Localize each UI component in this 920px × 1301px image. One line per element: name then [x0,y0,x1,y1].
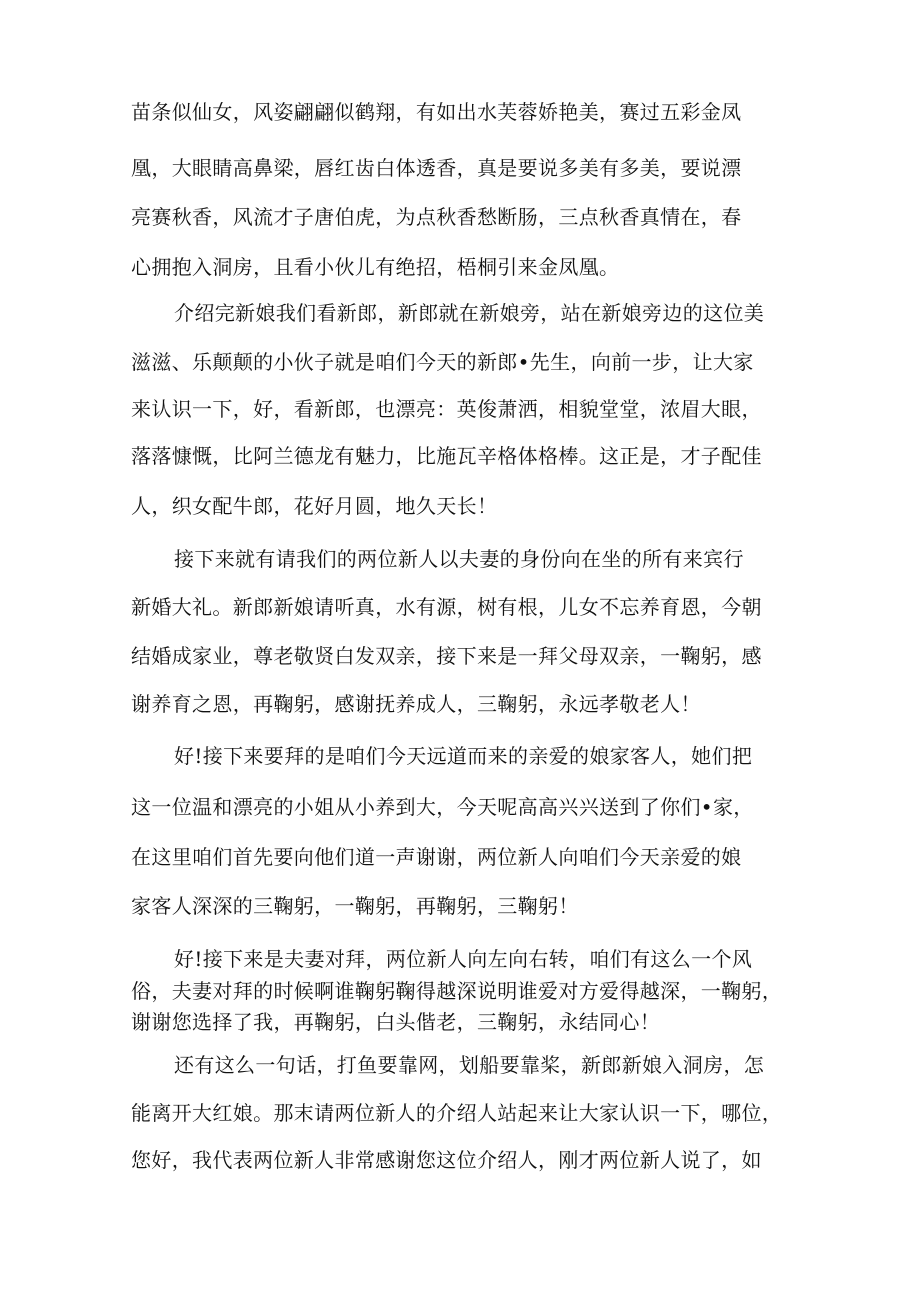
paragraph-line: 来认识一下，好，看新郎，也漂亮：英俊萧洒，相貌堂堂，浓眉大眼， [131,397,762,421]
paragraph-line: 亮赛秋香，风流才子唐伯虎，为点秋香愁断肠，三点秋香真情在，春 [131,205,742,229]
paragraph-line: 好!接下来是夫妻对拜，两位新人向左向右转，咱们有这么一个风 [174,947,753,971]
paragraph-line: 能离开大红娘。那末请两位新人的介绍人站起来让大家认识一下，哪位， [131,1101,783,1125]
paragraph-line: 心拥抱入洞房，且看小伙儿有绝招，梧桐引来金凤凰。 [131,255,620,279]
paragraph-line: 这一位温和漂亮的小姐从小养到大，今天呢高高兴兴送到了你们•家， [131,795,754,819]
paragraph-line: 结婚成家业，尊老敬贤白发双亲，接下来是一拜父母双亲，一鞠躬，感 [131,644,762,668]
paragraph-line: 还有这么一句话，打鱼要靠网，划船要靠桨，新郎新娘入洞房，怎 [174,1053,765,1077]
paragraph-line: 凰，大眼睛高鼻梁，唇红齿白体透香，真是要说多美有多美，要说漂 [131,156,742,180]
paragraph-line: 在这里咱们首先要向他们道一声谢谢，两位新人向咱们今天亲爱的娘 [131,845,742,869]
paragraph-line: 俗，夫妻对拜的时候啊谁鞠躬鞠得越深说明谁爱对方爱得越深，一鞠躬， [131,979,783,1003]
paragraph-line: 谢养育之恩，再鞠躬，感谢抚养成人，三鞠躬，永远孝敬老人！ [131,692,701,716]
paragraph-line: 人，织女配牛郎，花好月圆，地久天长！ [131,494,498,518]
paragraph-line: 家客人深深的三鞠躬，一鞠躬，再鞠躬，三鞠躬！ [131,894,579,918]
paragraph-line: 介绍完新娘我们看新郎，新郎就在新娘旁，站在新娘旁边的这位美 [174,301,765,325]
paragraph-line: 滋滋、乐颠颠的小伙子就是咱们今天的新郎•先生，向前一步，让大家 [131,350,754,374]
paragraph-line: 谢谢您选择了我，再鞠躬，白头偕老，三鞠躬，永结同心！ [131,1010,661,1034]
paragraph-line: 落落慷慨，比阿兰德龙有魅力，比施瓦辛格体格棒。这正是，才子配佳 [131,444,762,468]
paragraph-line: 您好，我代表两位新人非常感谢您这位介绍人，刚才两位新人说了，如 [131,1148,762,1172]
paragraph-line: 好!接下来要拜的是咱们今天远道而来的亲爱的娘家客人，她们把 [174,744,753,768]
paragraph-line: 苗条似仙女，风姿翩翩似鹤翔，有如出水芙蓉娇艳美，赛过五彩金凤 [131,100,742,124]
paragraph-line: 新婚大礼。新郎新娘请听真，水有源，树有根，儿女不忘养育恩，今朝 [131,595,762,619]
paragraph-line: 接下来就有请我们的两位新人以夫妻的身份向在坐的所有来宾行 [174,547,744,571]
